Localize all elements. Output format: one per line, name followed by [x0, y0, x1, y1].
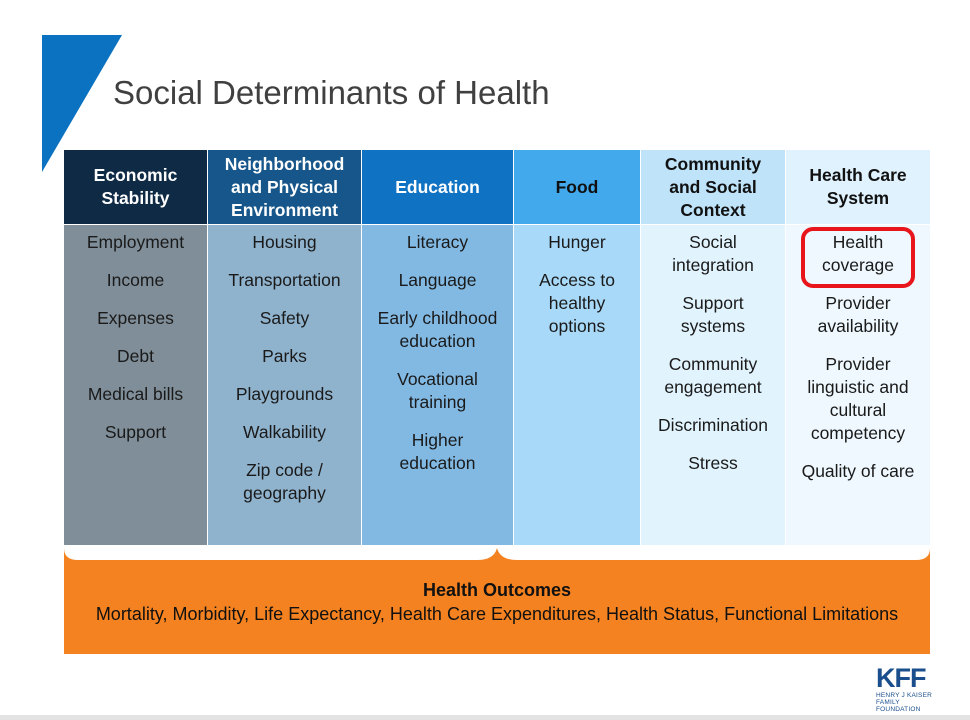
column-header: Education	[362, 150, 513, 225]
column-header: Food	[514, 150, 640, 225]
determinant-item: Vocational training	[397, 369, 478, 412]
determinant-item: Access to healthy options	[539, 270, 615, 336]
column-body	[786, 225, 930, 545]
determinant-item: Playgrounds	[235, 384, 334, 404]
column-health-care	[786, 150, 930, 545]
column-food	[514, 150, 641, 545]
column-header: Economic Stability	[64, 150, 207, 225]
determinant-item: Debt	[117, 346, 154, 366]
determinant-item: Housing	[252, 232, 317, 252]
column-body	[641, 225, 785, 545]
determinant-item: Parks	[262, 346, 307, 366]
column-body	[64, 225, 207, 545]
kff-logo	[876, 663, 938, 713]
determinant-item: Provider linguistic and cultural competency	[807, 354, 909, 443]
outcomes-text	[84, 578, 910, 626]
determinant-item: Stress	[688, 453, 738, 473]
determinant-item: Zip code / geography	[243, 460, 326, 503]
determinant-item: Social integration	[672, 232, 754, 275]
logo-wordmark: KFF	[876, 663, 926, 693]
logo-subline-1: HENRY J KAISER	[876, 692, 933, 699]
determinant-item: Higher education	[399, 430, 476, 473]
determinant-item: Quality of care	[801, 461, 915, 481]
determinant-item: Medical bills	[87, 384, 184, 404]
column-header: Health Care System	[786, 150, 930, 225]
column-economic-stability	[64, 150, 208, 545]
determinant-item: Hunger	[548, 232, 606, 252]
column-header: Neighborhood and Physical Environment	[208, 150, 361, 225]
health-outcomes-banner	[64, 548, 930, 654]
column-community	[641, 150, 786, 545]
determinant-item: Support	[104, 422, 167, 442]
determinant-item: Community engagement	[664, 354, 762, 397]
determinant-item: Support systems	[680, 293, 746, 336]
determinant-item: Health coverage	[822, 232, 894, 275]
column-neighborhood	[208, 150, 362, 545]
determinant-item: Expenses	[97, 308, 174, 328]
column-body	[208, 225, 361, 545]
determinant-item: Provider availability	[817, 293, 899, 336]
outcomes-title: Health Outcomes	[422, 580, 572, 600]
determinant-item: Income	[106, 270, 165, 290]
outcomes-description: Mortality, Morbidity, Life Expectancy, Health Care Expenditures, Health Status, Functional Limitations	[95, 604, 899, 624]
page-title: Social Determinants of Health	[113, 74, 550, 111]
determinant-item: Transportation	[228, 270, 341, 290]
column-body	[362, 225, 513, 545]
determinant-item: Discrimination	[658, 415, 768, 435]
determinant-item: Safety	[259, 308, 310, 328]
logo-subline-2: FAMILY FOUNDATION	[876, 699, 921, 713]
bottom-rule	[0, 715, 970, 720]
determinants-grid	[64, 150, 930, 545]
column-education	[362, 150, 514, 545]
determinant-item: Walkability	[243, 422, 326, 442]
determinant-item: Employment	[86, 232, 185, 252]
determinant-item: Language	[398, 270, 477, 290]
determinant-item: Early childhood education	[377, 308, 498, 351]
column-header: Community and Social Context	[641, 150, 785, 225]
column-body	[514, 225, 640, 545]
determinant-item: Literacy	[406, 232, 469, 252]
